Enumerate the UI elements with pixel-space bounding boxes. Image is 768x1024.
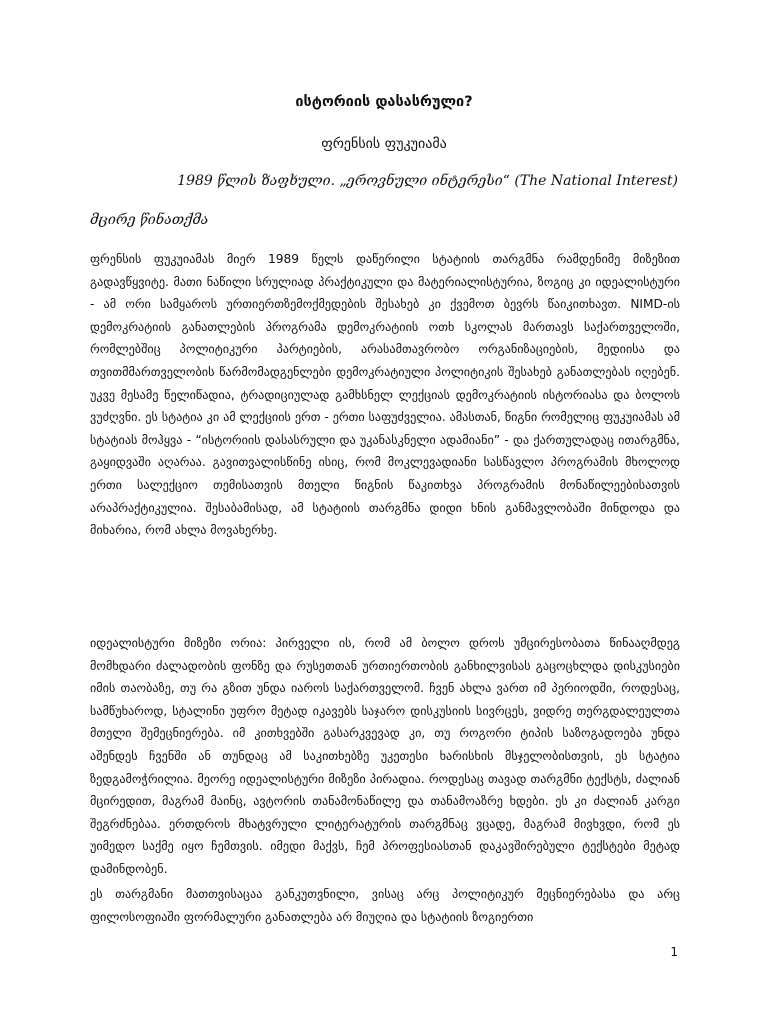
document-source: 1989 წლის ზაფხული. „ეროვნული ინტერესი“ (The National Interest) (177, 173, 678, 189)
foreword-heading: მცირე წინათქმა (90, 212, 209, 228)
paragraph: ფრენსის ფუკუიამას მიერ 1989 წელს დაწერილი სტატიის თარგმნა რამდენიმე მიზეზით გადავწყვიტე. მათი ნაწილი სრულიად პრაქტიკული და მატერიალისტურია, ზოგიც კი იდეალისტური - ამ ორი სამყაროს ურთიერთზემოქმედების შესახებ კი ქვემოთ ბევრს წაიკითხავთ. NIMD-ის დემოკრატიის განათლების პროგრამა დემოკრატიის ოთხ სკოლას მართავს საქართველოში, რომლებშიც პოლიტიკური პარტიების, არასამთავრობო ორგანიზაციების, მედიისა და თვითმმართველობის წარმომადგენლები დემოკრატიული პოლიტიკის შესახებ განათლებას იღებენ. უკვე მესამე წელიწადია, ტრადიციულად გამხსნელ ლექციას დემოკრატიის ისტორიასა და ბოლოს ვუძღვნი. ეს სტატია კი ამ ლექციის ერთ - ერთი საფუძველია. ამასთან, წიგნი რომელიც ფუკუიამას ამ სტატიას მოჰყვა - “ისტორიის დასასრული და უკანასკნელი ადამიანი” - და ქართულადაც ითარგმნა, გაყიდვაში აღარაა. გავითვალისწინე ისიც, რომ მოკლევადიანი სასწავლო პროგრამის მხოლოდ ერთი სალექციო თემისათვის მთელი წიგნის წაკითხვა პროგრამის მონაწილეებისათვის არაპრაქტიკულია. შესაბამისად, ამ სტატიის თარგმნა დიდი ხნის განმავლობაში მინდოდა და მიხარია, რომ ახლა მოვახერხე. (90, 252, 680, 538)
document-title: ისტორიის დასასრული? (295, 94, 473, 110)
document-author: ფრენსის ფუკუიამა (321, 136, 447, 152)
paragraph: ეს თარგმანი მათთვისაცაა განკუთვნილი, ვისაც არც პოლიტიკურ მეცნიერებასა და არც ფილოსოფიაში ფორმალური განათლება არ მიუღია და სტატიის ზოგიერთი (90, 887, 680, 924)
paragraph: იდეალისტური მიზეზი ორია: პირველი ის, რომ ამ ბოლო დროს უმცირესობათა წინააღმდეგ მომხდარი ძალადობის ფონზე და რუსეთთან ურთიერთობის განხილვისას გაცოცხლდა დისკუსიები იმის თაობაზე, თუ რა გზით უნდა იაროს საქართველომ. ჩვენ ახლა ვართ იმ პერიოდში, როდესაც, სამწუხაროდ, სტალინი უფრო მეტად იკავებს საჯარო დისკუსიის სივრცეს, ვიდრე თერგდალეულთა მთელი შემეცნიერება. იმ კითხვებში გასარკვევად კი, თუ როგორი ტიპის საზოგადოება უნდა აშენდეს ჩვენში ან თუნდაც ამ საკითხებზე უკეთესი ხარისხის მსჯელობისთვის, ეს სტატია ზედგამოჭრილია. მეორე იდეალისტური მიზეზი პირადია. როდესაც თავად თარგმნი ტექსტს, ძალიან მცირედით, მაგრამ მაინც, ავტორის თანამონაწილე და თანამოაზრე ხდები. ეს კი ძალიან კარგი შეგრძნებაა. ერთდროს მხატვრული ლიტერატურის თარგმნაც ვცადე, მაგრამ მივხვდი, რომ ეს უიმედო საქმე იყო ჩემთვის. იმედი მაქვს, ჩემ პროფესიასთან დაკავშირებული ტექსტები მეტად დამინდობენ. (90, 636, 680, 876)
page-number: 1 (670, 945, 678, 959)
